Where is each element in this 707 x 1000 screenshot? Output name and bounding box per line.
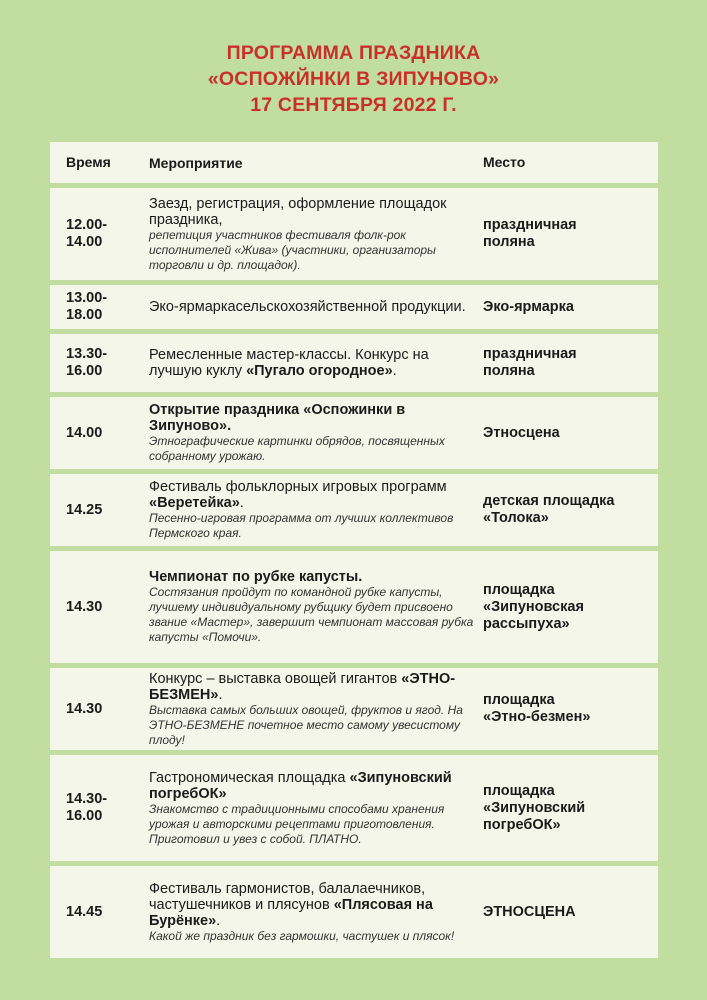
event-title <box>149 402 483 434</box>
event-title-part: «Веретейка» <box>149 495 240 511</box>
table-row <box>50 866 658 958</box>
event-title-part: . <box>239 495 244 511</box>
table-header <box>50 142 658 183</box>
event-description: Выставка самых больших овощей, фруктов и ягод. На ЭТНО-БЕЗМЕНЕ почетное место самому увесистому плоду! <box>149 702 463 747</box>
table-row <box>50 397 658 469</box>
event-title <box>149 196 483 228</box>
event-description: Знакомство с традиционными способами хранения урожая и авторскими рецептами приготовления. Приготовил и увез с собой. ПЛАТНО. <box>149 801 445 846</box>
row-place: праздничная поляна <box>483 346 577 379</box>
table-row <box>50 285 658 329</box>
header-place: Место <box>483 154 526 170</box>
event-title <box>149 299 483 315</box>
row-event <box>149 671 483 748</box>
row-place: Этносцена <box>483 424 560 441</box>
table-row <box>50 474 658 546</box>
table-row <box>50 188 658 280</box>
row-event <box>149 479 483 541</box>
row-time: 14.45 <box>66 903 103 920</box>
title-line-3: 17 СЕНТЯБРЯ 2022 Г. <box>250 94 457 116</box>
table-row <box>50 668 658 750</box>
event-title-part: . <box>392 363 397 379</box>
event-title-part: . <box>216 912 221 929</box>
header-time: Время <box>66 154 111 170</box>
event-title-part: . <box>218 686 223 703</box>
row-event <box>149 770 483 847</box>
event-title <box>149 671 483 703</box>
row-place: праздничная поляна <box>483 217 577 250</box>
row-event <box>149 299 483 315</box>
row-time: 12.00- 14.00 <box>66 217 108 250</box>
row-event <box>149 881 483 944</box>
row-event <box>149 196 483 273</box>
table-row <box>50 334 658 392</box>
event-description: Какой же праздник без гармошки, частушек и плясок! <box>149 928 455 943</box>
row-event <box>149 569 483 645</box>
event-title-part: «ЭТНО-БЕЗМЕН» <box>149 670 456 703</box>
event-title <box>149 569 483 585</box>
event-title-part: Заезд, регистрация, оформление площадок праздника, <box>149 195 447 228</box>
header-event: Мероприятие <box>149 154 243 171</box>
row-place: площадка «Зипуновская рассыпуха» <box>483 581 584 632</box>
event-title-part: Конкурс – выставка овощей гигантов <box>149 670 398 687</box>
event-description: Этнографические картинки обрядов, посвященных собранному урожаю. <box>149 434 445 463</box>
row-event <box>149 402 483 464</box>
event-title-part: «Пугало огородное» <box>246 363 393 379</box>
row-place: площадка «Зипуновский погребОК» <box>483 782 586 833</box>
table-row <box>50 551 658 663</box>
event-title-part: Чемпионат по рубке капусты. <box>149 569 363 585</box>
row-place: площадка «Этно-безмен» <box>483 692 591 725</box>
event-title-part: Фестиваль гармонистов, балалаечников, частушечников и плясунов <box>149 880 426 913</box>
event-title-part: Ремесленные мастер-классы. Конкурс на лучшую куклу <box>149 347 429 379</box>
row-event <box>149 347 483 379</box>
table-row <box>50 755 658 861</box>
title-line-1: ПРОГРАММА ПРАЗДНИКА <box>226 42 481 64</box>
event-title-part: «Плясовая на Бурёнке» <box>149 896 433 929</box>
event-title-part: «Зипуновский погребОК» <box>149 769 452 802</box>
row-place: ЭТНОСЦЕНА <box>483 903 576 920</box>
schedule-table <box>50 142 658 963</box>
row-time: 13.00- 18.00 <box>66 290 108 323</box>
row-time: 14.25 <box>66 501 103 518</box>
event-title-part: Открытие праздника «Оспожинки в Зипуново». <box>149 402 406 434</box>
event-title <box>149 770 483 802</box>
event-title-part: Фестиваль фольклорных игровых программ <box>149 479 447 495</box>
event-title-part: Гастрономическая площадка <box>149 769 346 786</box>
event-description: Состязания пройдут по командной рубке капусты, лучшему индивидуальному рубщику будет присвоено звание «Мастер», завершит чемпионат массовая рубка капусты «Помочи». <box>149 585 474 644</box>
row-time: 14.30 <box>66 598 103 615</box>
event-title-part: сельскохозяйственной продукции. <box>235 299 466 315</box>
row-time: 14.00 <box>66 424 103 441</box>
title-line-2: «ОСПОЖЙНКИ В ЗИПУНОВО» <box>207 68 500 90</box>
row-place: Эко-ярмарка <box>483 298 574 315</box>
page-title <box>0 40 707 118</box>
event-description: репетиция участников фестиваля фолк-рок исполнителей «Жива» (участники, организаторы торговли и др. площадок). <box>149 227 436 272</box>
event-title <box>149 479 483 511</box>
row-time: 14.30 <box>66 700 103 717</box>
row-time: 14.30- 16.00 <box>66 791 108 824</box>
event-title-part: Эко-ярмарка <box>149 299 236 315</box>
row-place: детская площадка «Толока» <box>483 493 615 526</box>
event-description: Песенно-игровая программа от лучших коллективов Пермского края. <box>149 511 454 540</box>
event-title <box>149 347 483 379</box>
row-time: 13.30- 16.00 <box>66 346 108 379</box>
event-title <box>149 881 483 929</box>
